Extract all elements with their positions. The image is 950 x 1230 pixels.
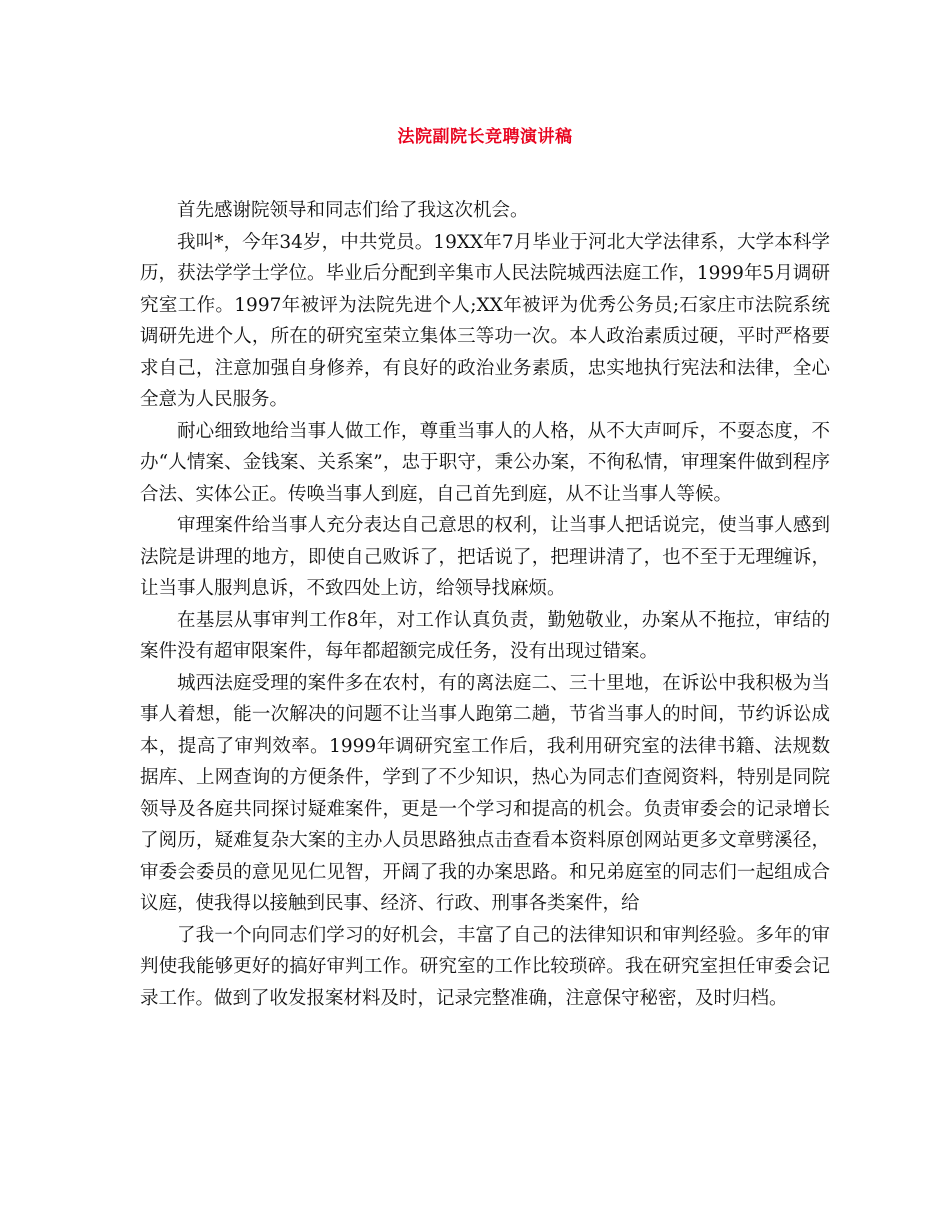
document-title: 法院副院长竞聘演讲稿 xyxy=(397,127,573,147)
paragraph: 审理案件给当事人充分表达自己意思的权利，让当事人把话说完，使当事人感到法院是讲理的地方，即使自己败诉了，把话说了，把理讲清了，也不至于无理缠诉，让当事人服判息诉，不致四处上访，给领导找麻烦。 xyxy=(140,515,830,599)
paragraph: 城西法庭受理的案件多在农村，有的离法庭二、三十里地，在诉讼中我积极为当事人着想，能一次解决的问题不让当事人跑第二趟，节省当事人的时间，节约诉讼成本，提高了审判效率。1999年调研究室工作后，我利用研究室的法律书籍、法规数据库、上网查询的方便条件，学到了不少知识，热心为同志们查阅资料，特别是同院领导及各庭共同探讨疑难案件，更是一个学习和提高的机会。负责审委会的记录增长了阅历，疑难复杂大案的主办人员思路独点击查看本资料原创网站更多文章劈溪径，审委会委员的意见见仁见智，开阔了我的办案思路。和兄弟庭室的同志们一起组成合议庭，使我得以接触到民事、经济、行政、刑事各类案件，给 xyxy=(140,672,830,914)
paragraph: 耐心细致地给当事人做工作，尊重当事人的人格，从不大声呵斥，不耍态度，不办“人情案、金钱案、关系案”，忠于职守，秉公办案，不徇私情，审理案件做到程序合法、实体公正。传唤当事人到庭，自己首先到庭，从不让当事人等候。 xyxy=(140,420,830,505)
paragraph: 首先感谢院领导和同志们给了我这次机会。 xyxy=(177,200,529,221)
document-page xyxy=(140,122,830,1014)
paragraph: 在基层从事审判工作8年，对工作认真负责，勤勉敬业，办案从不拖拉，审结的案件没有超审限案件，每年都超额完成任务，没有出现过错案。 xyxy=(140,609,830,662)
document-body xyxy=(140,195,830,1014)
paragraph: 我叫*，今年34岁，中共党员。19XX年7月毕业于河北大学法律系，大学本科学历，获法学学士学位。毕业后分配到辛集市人民法院城西法庭工作，1999年5月调研究室工作。1997年被评为法院先进个人;XX年被评为优秀公务员;石家庄市法院系统调研先进个人，所在的研究室荣立集体三等功一次。本人政治素质过硬，平时严格要求自己，注意加强自身修养，有良好的政治业务素质，忠实地执行宪法和法律，全心全意为人民服务。 xyxy=(140,231,830,410)
paragraph: 了我一个向同志们学习的好机会，丰富了自己的法律知识和审判经验。多年的审判使我能够更好的搞好审判工作。研究室的工作比较琐碎。我在研究室担任审委会记录工作。做到了收发报案材料及时，记录完整准确，注意保守秘密，及时归档。 xyxy=(140,924,830,1009)
